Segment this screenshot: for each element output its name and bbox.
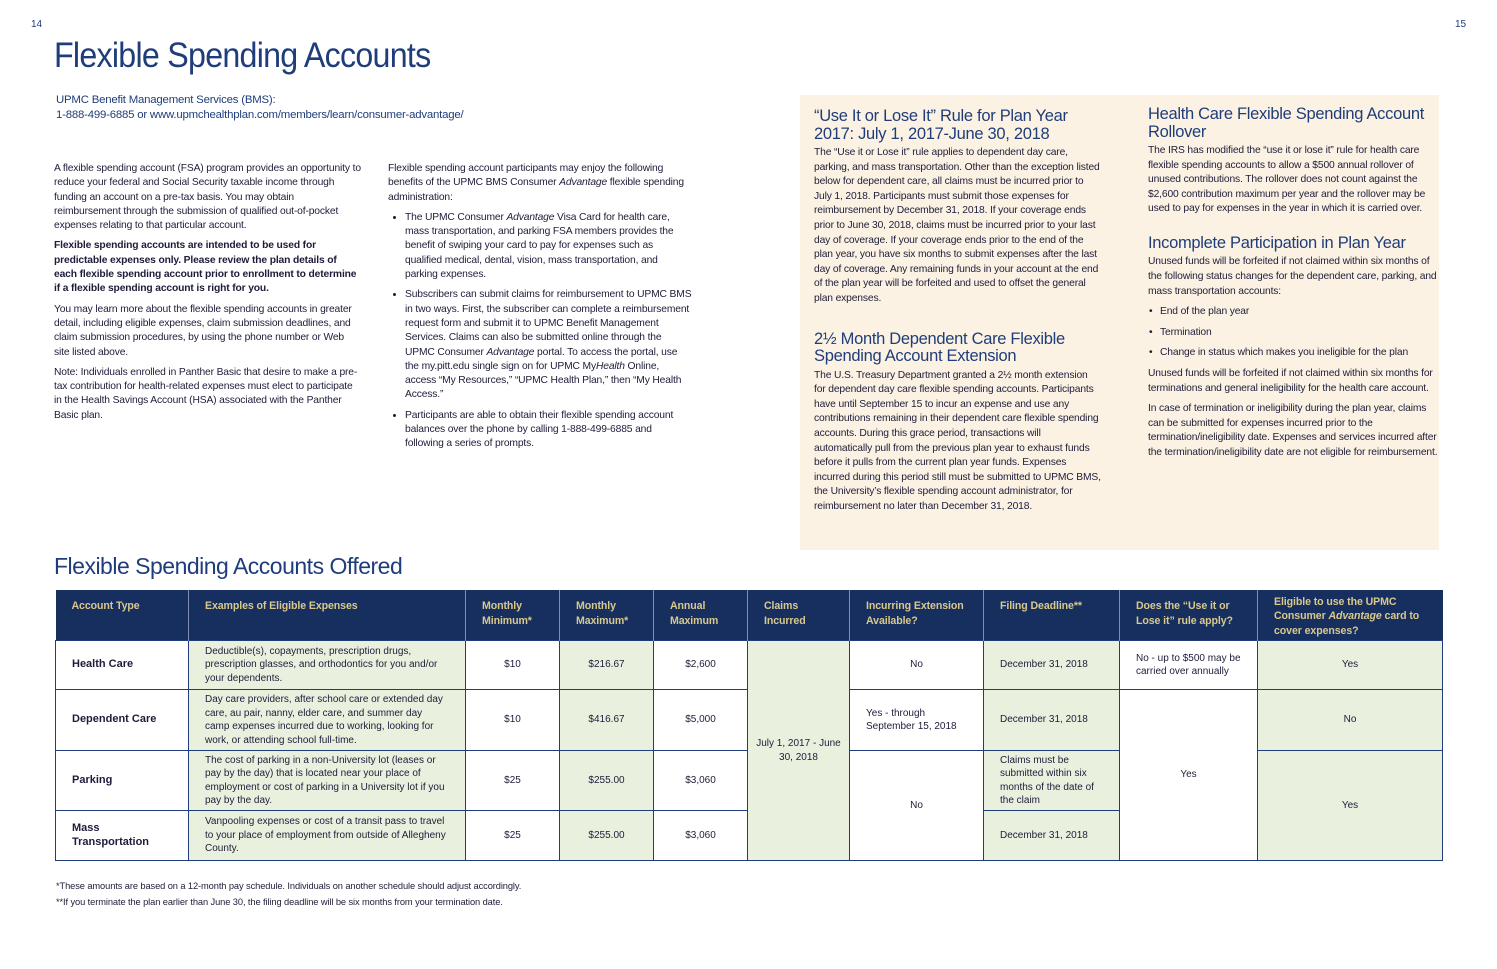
monthly-min-cell: $10: [466, 690, 560, 751]
header-examples: Examples of Eligible Expenses: [189, 590, 466, 641]
rollover-text: The IRS has modified the “use it or lose it” rule for health care flexible spending accounts to allow a $500 annual rollover of unused contributions. The rollover does not count against the $2,600 contribution maximum per year and the rollover may be used to pay for expenses in the year in which it is carried over.: [1148, 145, 1426, 215]
predictable-expenses-note: Flexible spending accounts are intended to be used for predictable expenses only. Please review the plan details of each flexible spending account prior to enrollment to determine if a flexible spending account is right for you.: [54, 240, 357, 295]
deadline-cell: Claims must be submitted within six months of the date of the claim: [984, 751, 1120, 811]
footnote-filing-deadline: **If you terminate the plan earlier than June 30, the filing deadline will be six months from your termination date.: [56, 897, 503, 907]
status-change-item: • End of the plan year: [1160, 305, 1438, 320]
deadline-cell: December 31, 2018: [984, 641, 1120, 690]
forfeit-text: Unused funds will be forfeited if not claimed within six months for terminations and general ineligibility for the health care account.: [1148, 368, 1433, 394]
benefits-column: [388, 162, 692, 458]
account-type-cell: Dependent Care: [56, 690, 189, 751]
monthly-max-cell: $416.67: [560, 690, 654, 751]
rules-panel-left: [814, 108, 1101, 520]
header-claims-incurred: Claims Incurred: [748, 590, 850, 641]
examples-cell: Day care providers, after school care or extended day care, au pair, nanny, elder care, and summer day camp expenses incurred due to working, looking for work, or attending school full-time.: [189, 690, 466, 751]
fsa-table: [55, 590, 1443, 861]
intro-paragraph: A flexible spending account (FSA) program provides an opportunity to reduce your federal and Social Security taxable income through funding an account on a pre-tax basis. You may obtain reimbursement through the submission of qualified out-of-pocket expenses relating to that particular account.: [54, 163, 361, 232]
contact-line-1: UPMC Benefit Management Services (BMS):: [56, 94, 276, 106]
monthly-max-cell: $255.00: [560, 811, 654, 861]
page-title: Flexible Spending Accounts: [54, 36, 431, 75]
status-change-list: [1148, 305, 1438, 361]
benefits-intro: Flexible spending account participants may enjoy the following benefits of the UPMC BMS Consumer Advantage flexible spending administration:: [388, 163, 684, 203]
claims-incurred-cell: July 1, 2017 - June 30, 2018: [748, 641, 850, 861]
table-row: [56, 641, 1443, 690]
examples-cell: Vanpooling expenses or cost of a transit pass to travel to your place of employment from outside of Allegheny County.: [189, 811, 466, 861]
rollover-heading: Health Care Flexible Spending Account Rollover: [1148, 105, 1424, 141]
rules-panel-right: [1148, 106, 1438, 467]
use-it-or-lose-it-heading: “Use It or Lose It” Rule for Plan Year 2017: July 1, 2017-June 30, 2018: [814, 107, 1068, 143]
status-change-item: • Change in status which makes you ineligible for the plan: [1160, 346, 1438, 361]
deadline-cell: December 31, 2018: [984, 690, 1120, 751]
rules-panel: [800, 95, 1439, 550]
table-title: Flexible Spending Accounts Offered: [54, 553, 403, 579]
header-account-type: Account Type: [56, 590, 189, 641]
annual-max-cell: $3,060: [654, 811, 748, 861]
header-extension: Incurring Extension Available?: [850, 590, 984, 641]
extension-cell: Yes - through September 15, 2018: [850, 690, 984, 751]
monthly-min-cell: $25: [466, 811, 560, 861]
monthly-min-cell: $25: [466, 751, 560, 811]
annual-max-cell: $5,000: [654, 690, 748, 751]
annual-max-cell: $3,060: [654, 751, 748, 811]
monthly-min-cell: $10: [466, 641, 560, 690]
footnote-pay-schedule: *These amounts are based on a 12-month pay schedule. Individuals on another schedule should adjust accordingly.: [56, 881, 522, 891]
extension-cell: No: [850, 641, 984, 690]
page-number-right: 15: [1455, 19, 1467, 30]
card-eligible-cell: Yes: [1258, 751, 1443, 861]
benefit-item: • The UPMC Consumer Advantage Visa Card for health care, mass transportation, and parking FSA members provides the benefit of swiping your card to pay for expenses such as qualified medical, dental, vision, mass transportation, and parking expenses.: [405, 211, 692, 282]
termination-text: In case of termination or ineligibility during the plan year, claims can be submitted for expenses incurred prior to the termination/ineligibility date. Expenses and services incurred after the termination/ineligibility date are not eligible for reimbursement.: [1148, 403, 1438, 458]
benefits-list: [388, 211, 692, 452]
use-it-cell: No - up to $500 may be carried over annually: [1120, 641, 1258, 690]
incomplete-participation-text: Unused funds will be forfeited if not claimed within six months of the following status changes for the dependent care, parking, and mass transportation accounts:: [1148, 256, 1437, 297]
annual-max-cell: $2,600: [654, 641, 748, 690]
status-change-item: • Termination: [1160, 326, 1438, 341]
table-header-row: [56, 590, 1443, 641]
header-monthly-min: Monthly Minimum*: [466, 590, 560, 641]
card-eligible-cell: Yes: [1258, 641, 1443, 690]
contact-info: [56, 93, 464, 123]
learn-more-paragraph: You may learn more about the flexible spending accounts in greater detail, including eligible expenses, claim submission deadlines, and claim submission procedures, by using the phone number or Web site listed above.: [54, 303, 352, 358]
account-type-cell: Parking: [56, 751, 189, 811]
benefit-item: • Subscribers can submit claims for reimbursement to UPMC BMS in two ways. First, the subscriber can complete a reimbursement request form and submit it to UPMC Benefit Management Services. Claims can also be submitted online through the UPMC Consumer Advantage portal. To access the portal, use the my.pitt.edu single sign on for UPMC MyHealth Online, access “My Resources,” “UPMC Health Plan,” then “My Health Access.”: [405, 288, 692, 402]
header-use-it: Does the “Use it or Lose it” rule apply?: [1120, 590, 1258, 641]
header-monthly-max: Monthly Maximum*: [560, 590, 654, 641]
card-eligible-cell: No: [1258, 690, 1443, 751]
header-card: Eligible to use the UPMC Consumer Advantage card to cover expenses?: [1258, 590, 1443, 641]
account-type-cell: Health Care: [56, 641, 189, 690]
use-it-or-lose-it-text: The “Use it or Lose it” rule applies to dependent day care, parking, and mass transportation. Other than the exception listed below for dependent care, all claims must be incurred prior to July 1, 2018. Participants must submit those expenses for reimbursement by December 31, 2018. If your coverage ends prior to June 30, 2018, claims must be incurred prior to your last day of coverage. If your coverage ends prior to the end of the plan year, you have six months to submit expenses after the last day of coverage. Any remaining funds in your account at the end of the plan year will be forfeited and used to offset the general plan expenses.: [814, 147, 1100, 304]
monthly-max-cell: $255.00: [560, 751, 654, 811]
page-number-left: 14: [31, 19, 43, 30]
incomplete-participation-heading: Incomplete Participation in Plan Year: [1148, 233, 1406, 252]
benefit-item: • Participants are able to obtain their flexible spending account balances over the phone by calling 1-888-499-6885 and following a series of prompts.: [405, 409, 692, 452]
header-annual-max: Annual Maximum: [654, 590, 748, 641]
intro-column: [54, 162, 362, 429]
use-it-cell: Yes: [1120, 690, 1258, 861]
contact-line-2: 1-888-499-6885 or www.upmchealthplan.com/members/learn/consumer-advantage/: [56, 109, 464, 121]
monthly-max-cell: $216.67: [560, 641, 654, 690]
examples-cell: Deductible(s), copayments, prescription drugs, prescription glasses, and orthodontics for you and/or your dependents.: [189, 641, 466, 690]
account-type-cell: Mass Transportation: [56, 811, 189, 861]
dependent-care-extension-text: The U.S. Treasury Department granted a 2½ month extension for dependent day care flexible spending accounts. Participants have until September 15 to incur an expense and use any contributions remaining in their dependent care flexible spending accounts. During this grace period, transactions will automatically pull from the previous plan year to exhaust funds before it pulls from the current plan year funds. Expenses incurred during this period still must be submitted to UPMC BMS, the University’s flexible spending account administrator, for reimbursement no later than December 31, 2018.: [814, 369, 1101, 512]
header-deadline: Filing Deadline**: [984, 590, 1120, 641]
examples-cell: The cost of parking in a non-University lot (leases or pay by the day) that is located near your place of employment or cost of parking in a University lot if you pay by the day.: [189, 751, 466, 811]
dependent-care-extension-heading: 2½ Month Dependent Care Flexible Spending Account Extension: [814, 329, 1065, 366]
deadline-cell: December 31, 2018: [984, 811, 1120, 861]
panther-basic-note: Note: Individuals enrolled in Panther Basic that desire to make a pre-tax contribution for health-related expenses must elect to participate in the Health Savings Account (HSA) associated with the Panther Basic plan.: [54, 366, 358, 421]
extension-cell: No: [850, 751, 984, 861]
